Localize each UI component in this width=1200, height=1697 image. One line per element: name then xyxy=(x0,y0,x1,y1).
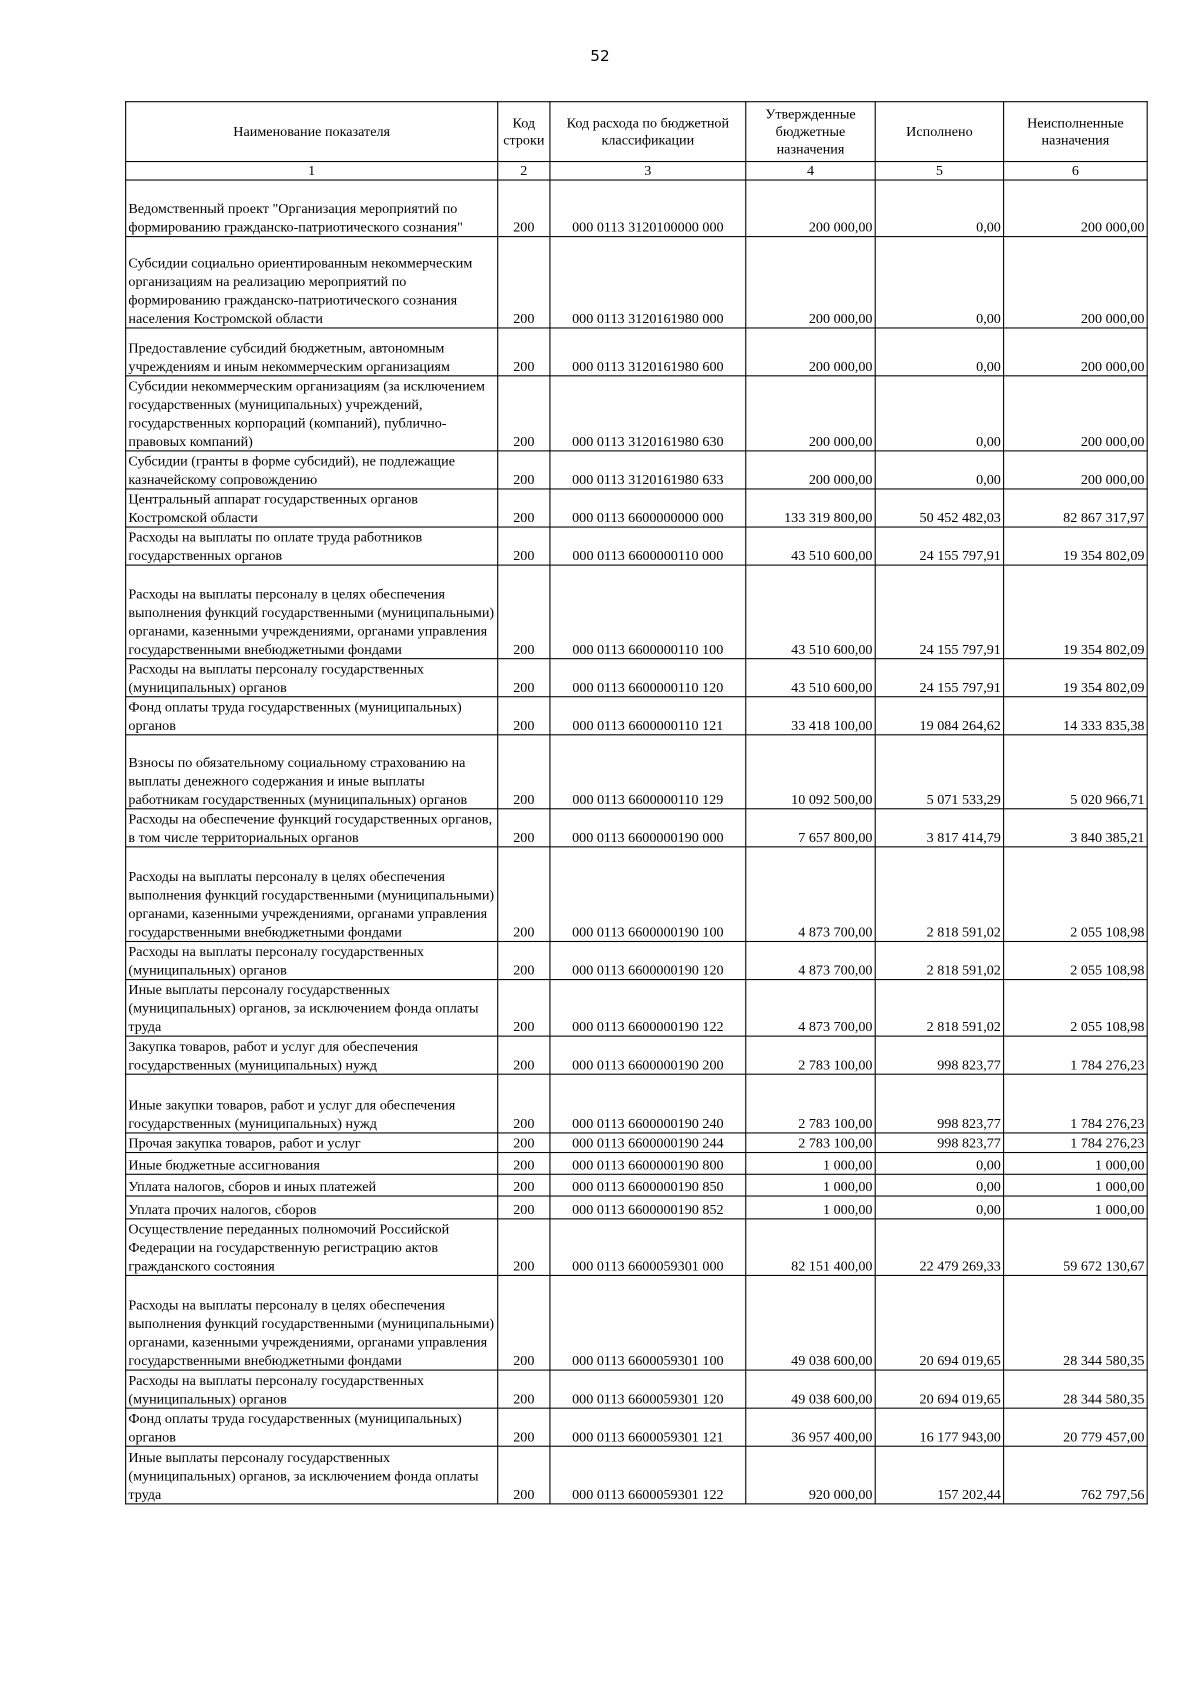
row-line-code: 200 xyxy=(498,451,550,489)
row-name: Расходы на выплаты персоналу в целях обеспечения выполнения функций государственными (муниципальными) органами, казенными учреждениями, органами управления государственными внебюджетными фондами xyxy=(126,565,498,659)
row-executed: 50 452 482,03 xyxy=(875,489,1003,527)
row-line-code: 200 xyxy=(498,1370,550,1408)
row-executed: 22 479 269,33 xyxy=(875,1219,1003,1276)
row-line-code: 200 xyxy=(498,1408,550,1446)
column-number: 6 xyxy=(1004,162,1148,180)
row-classification: 000 0113 6600000190 122 xyxy=(550,980,746,1037)
row-name: Субсидии социально ориентированным некоммерческим организациям на реализацию мероприятий по формированию гражданско-патриотического сознания населения Костромской области xyxy=(126,237,498,328)
row-classification: 000 0113 6600000110 100 xyxy=(550,565,746,659)
row-unexecuted: 28 344 580,35 xyxy=(1004,1275,1148,1370)
row-executed: 19 084 264,62 xyxy=(875,697,1003,735)
header-name: Наименование показателя xyxy=(126,102,498,162)
row-classification: 000 0113 6600000110 120 xyxy=(550,659,746,697)
row-line-code: 200 xyxy=(498,1133,550,1153)
row-name: Расходы на выплаты персоналу государственных (муниципальных) органов xyxy=(126,941,498,979)
row-unexecuted: 1 000,00 xyxy=(1004,1153,1148,1175)
row-classification: 000 0113 6600059301 100 xyxy=(550,1275,746,1370)
row-executed: 998 823,77 xyxy=(875,1074,1003,1133)
row-classification: 000 0113 6600000190 244 xyxy=(550,1133,746,1153)
row-name: Уплата налогов, сборов и иных платежей xyxy=(126,1174,498,1196)
row-name: Взносы по обязательному социальному страхованию на выплаты денежного содержания и иные выплаты работникам государственных (муниципальных) органов xyxy=(126,735,498,809)
row-approved: 200 000,00 xyxy=(746,180,875,237)
row-classification: 000 0113 6600000190 240 xyxy=(550,1074,746,1133)
row-executed: 0,00 xyxy=(875,1196,1003,1219)
row-executed: 0,00 xyxy=(875,237,1003,328)
row-line-code: 200 xyxy=(498,1196,550,1219)
row-unexecuted: 19 354 802,09 xyxy=(1004,527,1148,565)
table-row xyxy=(126,1133,1148,1153)
row-line-code: 200 xyxy=(498,659,550,697)
row-line-code: 200 xyxy=(498,980,550,1037)
row-line-code: 200 xyxy=(498,565,550,659)
header-executed: Исполнено xyxy=(875,102,1003,162)
row-line-code: 200 xyxy=(498,809,550,847)
row-approved: 200 000,00 xyxy=(746,328,875,376)
row-executed: 3 817 414,79 xyxy=(875,809,1003,847)
row-unexecuted: 19 354 802,09 xyxy=(1004,659,1148,697)
row-classification: 000 0113 6600059301 121 xyxy=(550,1408,746,1446)
row-executed: 16 177 943,00 xyxy=(875,1408,1003,1446)
row-line-code: 200 xyxy=(498,1446,550,1504)
row-executed: 998 823,77 xyxy=(875,1036,1003,1074)
row-approved: 2 783 100,00 xyxy=(746,1036,875,1074)
row-unexecuted: 1 000,00 xyxy=(1004,1174,1148,1196)
table-row xyxy=(126,1408,1148,1446)
row-unexecuted: 20 779 457,00 xyxy=(1004,1408,1148,1446)
row-executed: 157 202,44 xyxy=(875,1446,1003,1504)
row-approved: 36 957 400,00 xyxy=(746,1408,875,1446)
row-approved: 133 319 800,00 xyxy=(746,489,875,527)
row-unexecuted: 2 055 108,98 xyxy=(1004,847,1148,942)
table-row xyxy=(126,1275,1148,1370)
row-unexecuted: 2 055 108,98 xyxy=(1004,941,1148,979)
row-line-code: 200 xyxy=(498,1074,550,1133)
row-executed: 20 694 019,65 xyxy=(875,1370,1003,1408)
row-line-code: 200 xyxy=(498,237,550,328)
row-approved: 1 000,00 xyxy=(746,1174,875,1196)
row-name: Субсидии некоммерческим организациям (за исключением государственных (муниципальных) учреждений, государственных корпораций (компаний), публично-правовых компаний) xyxy=(126,376,498,451)
row-unexecuted: 1 784 276,23 xyxy=(1004,1036,1148,1074)
row-approved: 200 000,00 xyxy=(746,451,875,489)
row-name: Иные выплаты персоналу государственных (муниципальных) органов, за исключением фонда оплаты труда xyxy=(126,980,498,1037)
row-approved: 920 000,00 xyxy=(746,1446,875,1504)
header-unexecuted: Неисполненные назначения xyxy=(1004,102,1148,162)
row-unexecuted: 59 672 130,67 xyxy=(1004,1219,1148,1276)
row-classification: 000 0113 3120161980 600 xyxy=(550,328,746,376)
row-classification: 000 0113 6600000110 000 xyxy=(550,527,746,565)
row-executed: 0,00 xyxy=(875,180,1003,237)
table-row xyxy=(126,376,1148,451)
row-unexecuted: 82 867 317,97 xyxy=(1004,489,1148,527)
row-unexecuted: 200 000,00 xyxy=(1004,451,1148,489)
table-row xyxy=(126,735,1148,809)
table-row xyxy=(126,328,1148,376)
row-name: Иные бюджетные ассигнования xyxy=(126,1153,498,1175)
row-executed: 0,00 xyxy=(875,376,1003,451)
row-name: Расходы на выплаты по оплате труда работников государственных органов xyxy=(126,527,498,565)
table-body xyxy=(126,180,1148,1504)
table-row xyxy=(126,697,1148,735)
row-approved: 43 510 600,00 xyxy=(746,527,875,565)
row-line-code: 200 xyxy=(498,1036,550,1074)
row-approved: 1 000,00 xyxy=(746,1196,875,1219)
row-approved: 82 151 400,00 xyxy=(746,1219,875,1276)
table-row xyxy=(126,809,1148,847)
row-approved: 200 000,00 xyxy=(746,376,875,451)
row-unexecuted: 200 000,00 xyxy=(1004,237,1148,328)
row-name: Фонд оплаты труда государственных (муниципальных) органов xyxy=(126,697,498,735)
row-classification: 000 0113 6600000190 800 xyxy=(550,1153,746,1175)
row-unexecuted: 200 000,00 xyxy=(1004,376,1148,451)
row-classification: 000 0113 6600059301 000 xyxy=(550,1219,746,1276)
row-executed: 0,00 xyxy=(875,1174,1003,1196)
table-row xyxy=(126,180,1148,237)
table-row xyxy=(126,1036,1148,1074)
column-number: 4 xyxy=(746,162,875,180)
header-line-code: Код строки xyxy=(498,102,550,162)
header-approved: Утвержденные бюджетные назначения xyxy=(746,102,875,162)
row-approved: 1 000,00 xyxy=(746,1153,875,1175)
row-line-code: 200 xyxy=(498,376,550,451)
row-executed: 24 155 797,91 xyxy=(875,565,1003,659)
row-line-code: 200 xyxy=(498,941,550,979)
row-name: Фонд оплаты труда государственных (муниципальных) органов xyxy=(126,1408,498,1446)
row-approved: 4 873 700,00 xyxy=(746,941,875,979)
row-name: Расходы на выплаты персоналу в целях обеспечения выполнения функций государственными (муниципальными) органами, казенными учреждениями, органами управления государственными внебюджетными фондами xyxy=(126,1275,498,1370)
row-unexecuted: 762 797,56 xyxy=(1004,1446,1148,1504)
row-line-code: 200 xyxy=(498,328,550,376)
row-line-code: 200 xyxy=(498,735,550,809)
table-row xyxy=(126,565,1148,659)
row-name: Центральный аппарат государственных органов Костромской области xyxy=(126,489,498,527)
row-classification: 000 0113 6600000190 000 xyxy=(550,809,746,847)
budget-execution-table xyxy=(125,101,1148,1504)
row-executed: 0,00 xyxy=(875,1153,1003,1175)
row-executed: 2 818 591,02 xyxy=(875,847,1003,942)
row-unexecuted: 200 000,00 xyxy=(1004,328,1148,376)
table-row xyxy=(126,1153,1148,1175)
row-name: Иные выплаты персоналу государственных (муниципальных) органов, за исключением фонда оплаты труда xyxy=(126,1446,498,1504)
table-row xyxy=(126,980,1148,1037)
row-approved: 200 000,00 xyxy=(746,237,875,328)
row-classification: 000 0113 6600000190 100 xyxy=(550,847,746,942)
table-row xyxy=(126,489,1148,527)
table-row xyxy=(126,847,1148,942)
table-row xyxy=(126,941,1148,979)
row-classification: 000 0113 6600059301 120 xyxy=(550,1370,746,1408)
row-approved: 4 873 700,00 xyxy=(746,847,875,942)
row-approved: 49 038 600,00 xyxy=(746,1370,875,1408)
row-line-code: 200 xyxy=(498,527,550,565)
header-classification: Код расхода по бюджетной классификации xyxy=(550,102,746,162)
row-approved: 49 038 600,00 xyxy=(746,1275,875,1370)
row-name: Расходы на выплаты персоналу государственных (муниципальных) органов xyxy=(126,1370,498,1408)
row-approved: 2 783 100,00 xyxy=(746,1074,875,1133)
row-classification: 000 0113 6600000190 200 xyxy=(550,1036,746,1074)
row-executed: 20 694 019,65 xyxy=(875,1275,1003,1370)
row-line-code: 200 xyxy=(498,180,550,237)
table-row xyxy=(126,237,1148,328)
column-number: 3 xyxy=(550,162,746,180)
row-line-code: 200 xyxy=(498,697,550,735)
row-line-code: 200 xyxy=(498,847,550,942)
row-classification: 000 0113 3120161980 630 xyxy=(550,376,746,451)
row-unexecuted: 3 840 385,21 xyxy=(1004,809,1148,847)
column-number: 2 xyxy=(498,162,550,180)
row-line-code: 200 xyxy=(498,1153,550,1175)
page-number: 52 xyxy=(590,47,610,66)
row-classification: 000 0113 3120161980 000 xyxy=(550,237,746,328)
row-classification: 000 0113 6600000110 129 xyxy=(550,735,746,809)
row-line-code: 200 xyxy=(498,1219,550,1276)
row-executed: 24 155 797,91 xyxy=(875,527,1003,565)
row-classification: 000 0113 6600000000 000 xyxy=(550,489,746,527)
row-unexecuted: 200 000,00 xyxy=(1004,180,1148,237)
row-approved: 43 510 600,00 xyxy=(746,565,875,659)
row-unexecuted: 1 000,00 xyxy=(1004,1196,1148,1219)
table-row xyxy=(126,527,1148,565)
row-approved: 43 510 600,00 xyxy=(746,659,875,697)
row-executed: 998 823,77 xyxy=(875,1133,1003,1153)
row-name: Субсидии (гранты в форме субсидий), не подлежащие казначейскому сопровождению xyxy=(126,451,498,489)
table-row xyxy=(126,1219,1148,1276)
row-name: Расходы на выплаты персоналу государственных (муниципальных) органов xyxy=(126,659,498,697)
table-row xyxy=(126,1074,1148,1133)
row-classification: 000 0113 6600000110 121 xyxy=(550,697,746,735)
row-classification: 000 0113 6600000190 852 xyxy=(550,1196,746,1219)
row-executed: 2 818 591,02 xyxy=(875,941,1003,979)
row-unexecuted: 2 055 108,98 xyxy=(1004,980,1148,1037)
table-row xyxy=(126,1196,1148,1219)
table-row xyxy=(126,1446,1148,1504)
row-line-code: 200 xyxy=(498,1275,550,1370)
row-unexecuted: 19 354 802,09 xyxy=(1004,565,1148,659)
table-row xyxy=(126,1174,1148,1196)
row-line-code: 200 xyxy=(498,489,550,527)
row-executed: 2 818 591,02 xyxy=(875,980,1003,1037)
row-name: Предоставление субсидий бюджетным, автономным учреждениям и иным некоммерческим организациям xyxy=(126,328,498,376)
row-name: Закупка товаров, работ и услуг для обеспечения государственных (муниципальных) нужд xyxy=(126,1036,498,1074)
row-unexecuted: 1 784 276,23 xyxy=(1004,1133,1148,1153)
row-classification: 000 0113 3120100000 000 xyxy=(550,180,746,237)
row-unexecuted: 28 344 580,35 xyxy=(1004,1370,1148,1408)
column-number-row xyxy=(126,162,1148,180)
row-executed: 0,00 xyxy=(875,451,1003,489)
column-number: 1 xyxy=(126,162,498,180)
row-name: Расходы на выплаты персоналу в целях обеспечения выполнения функций государственными (муниципальными) органами, казенными учреждениями, органами управления государственными внебюджетными фондами xyxy=(126,847,498,942)
row-approved: 2 783 100,00 xyxy=(746,1133,875,1153)
row-executed: 5 071 533,29 xyxy=(875,735,1003,809)
row-name: Прочая закупка товаров, работ и услуг xyxy=(126,1133,498,1153)
row-executed: 0,00 xyxy=(875,328,1003,376)
row-approved: 10 092 500,00 xyxy=(746,735,875,809)
row-approved: 33 418 100,00 xyxy=(746,697,875,735)
row-classification: 000 0113 6600000190 120 xyxy=(550,941,746,979)
table-header xyxy=(126,102,1148,180)
row-name: Уплата прочих налогов, сборов xyxy=(126,1196,498,1219)
header-row xyxy=(126,102,1148,162)
row-approved: 4 873 700,00 xyxy=(746,980,875,1037)
table-row xyxy=(126,659,1148,697)
row-classification: 000 0113 6600059301 122 xyxy=(550,1446,746,1504)
row-unexecuted: 1 784 276,23 xyxy=(1004,1074,1148,1133)
row-approved: 7 657 800,00 xyxy=(746,809,875,847)
row-executed: 24 155 797,91 xyxy=(875,659,1003,697)
row-name: Иные закупки товаров, работ и услуг для обеспечения государственных (муниципальных) нужд xyxy=(126,1074,498,1133)
table-row xyxy=(126,1370,1148,1408)
table-row xyxy=(126,451,1148,489)
row-classification: 000 0113 3120161980 633 xyxy=(550,451,746,489)
row-classification: 000 0113 6600000190 850 xyxy=(550,1174,746,1196)
row-line-code: 200 xyxy=(498,1174,550,1196)
row-name: Расходы на обеспечение функций государственных органов, в том числе территориальных органов xyxy=(126,809,498,847)
row-unexecuted: 5 020 966,71 xyxy=(1004,735,1148,809)
row-name: Ведомственный проект "Организация мероприятий по формированию гражданско-патриотического сознания" xyxy=(126,180,498,237)
row-unexecuted: 14 333 835,38 xyxy=(1004,697,1148,735)
column-number: 5 xyxy=(875,162,1003,180)
row-name: Осуществление переданных полномочий Российской Федерации на государственную регистрацию актов гражданского состояния xyxy=(126,1219,498,1276)
